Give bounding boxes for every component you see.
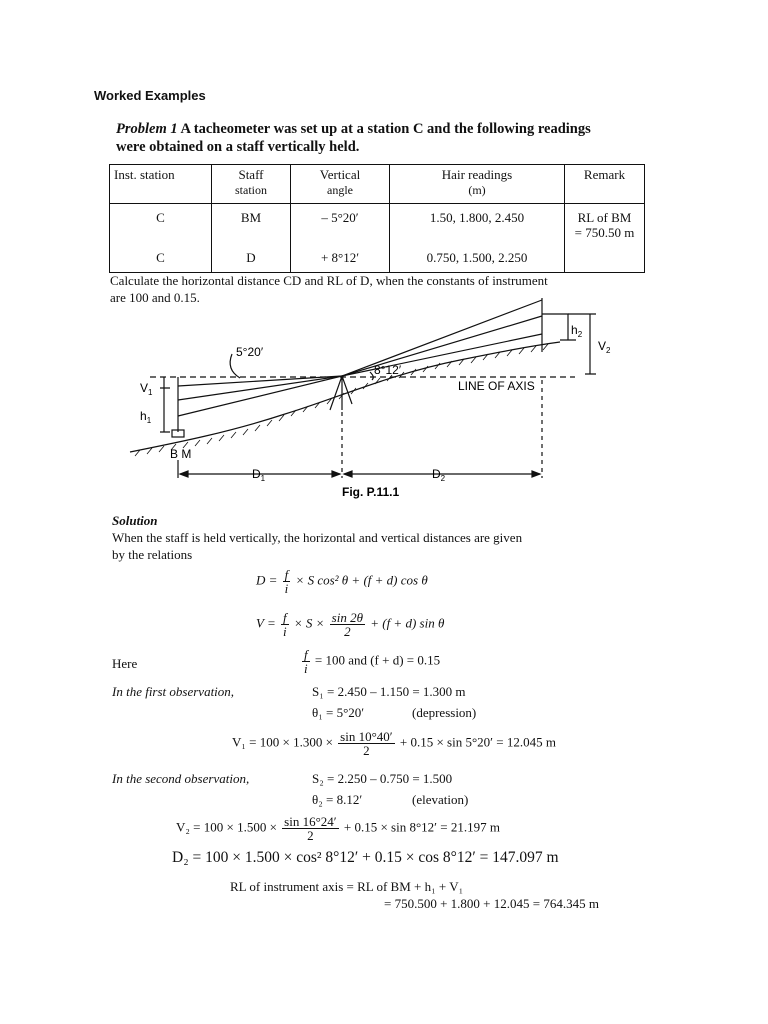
eq-d-rest: × S cos² θ + (f + d) cos θ xyxy=(295,572,428,588)
solution-line1: When the staff is held vertically, the horizontal and vertical distances are given xyxy=(112,530,523,545)
table-header-inst-station: Inst. station xyxy=(110,165,212,204)
table-cell: 0.750, 1.500, 2.250 xyxy=(390,248,565,273)
d2-label xyxy=(432,467,446,483)
frac-numerator: sin 2θ xyxy=(331,610,363,625)
rl-line2: = 750.500 + 1.800 + 12.045 = 764.345 m xyxy=(384,896,599,911)
v2-letter: V xyxy=(598,339,607,353)
s1-equation: S₁ = 2.450 – 1.150 = 1.300 m xyxy=(312,684,466,699)
table-header-staff: Staff xyxy=(238,167,264,182)
d2-letter: D xyxy=(432,467,441,481)
ray-d-mid xyxy=(342,316,542,376)
eq-v-rest: + (f + d) sin θ xyxy=(370,615,445,631)
v2-equation xyxy=(176,815,500,842)
d1-label xyxy=(252,467,266,483)
problem-statement-line1 xyxy=(116,121,591,138)
ray-d-low xyxy=(342,334,542,376)
problem-label: Problem 1 xyxy=(116,121,178,137)
axis-label: LINE OF AXIS xyxy=(458,379,535,393)
tripod xyxy=(330,376,352,410)
angle-label-1: 5°20′ xyxy=(236,345,264,359)
h1-dimension xyxy=(160,388,170,432)
remark-line1: RL of BM xyxy=(577,210,632,225)
table-row xyxy=(110,248,645,273)
d2-subscript: 2 xyxy=(440,474,446,483)
eq-v-mid: × S × xyxy=(293,615,325,631)
question-line1: Calculate the horizontal distance CD and RL of D, when the constants of instrument xyxy=(110,273,548,288)
h1-label xyxy=(140,409,152,425)
rl-line1: RL of instrument axis = RL of BM + h₁ + V₁ xyxy=(230,879,464,894)
v1-label xyxy=(140,381,153,397)
v2-lhs: V₂ = 100 × 1.500 × xyxy=(176,819,277,835)
d2-equation: D₂ = 100 × 1.500 × cos² 8°12′ + 0.15 × cos 8°12′ = 147.097 m xyxy=(172,849,559,866)
table-header-angle: angle xyxy=(327,183,353,197)
h1-letter: h xyxy=(140,409,147,423)
h2-letter: h xyxy=(571,323,578,337)
theta1-equation: θ₁ = 5°20′ xyxy=(312,705,365,720)
v1-lhs: V₁ = 100 × 1.300 × xyxy=(232,734,333,750)
solution-heading: Solution xyxy=(112,513,158,528)
second-observation-label: In the second observation, xyxy=(112,771,250,786)
table-header-remark: Remark xyxy=(565,165,645,204)
frac-denominator: 2 xyxy=(363,743,370,758)
s2-equation: S₂ = 2.250 – 0.750 = 1.500 xyxy=(312,771,453,786)
table-header-staff-station xyxy=(212,165,291,204)
v1-dimension xyxy=(160,377,170,388)
d1-subscript: 1 xyxy=(260,474,266,483)
fraction-f-over-i xyxy=(302,648,310,675)
equation-v xyxy=(256,611,444,638)
ray-d-top xyxy=(342,300,542,376)
h2-subscript: 2 xyxy=(577,330,583,339)
table-header-hair: Hair readings xyxy=(441,167,513,182)
table-row xyxy=(110,204,645,249)
v2-subscript: 2 xyxy=(606,346,611,355)
table-header-vertical-angle xyxy=(291,165,390,204)
frac-denominator: 2 xyxy=(344,624,351,639)
v1-letter: V xyxy=(140,381,149,395)
solution-line2: by the relations xyxy=(112,547,193,562)
table-cell-remark xyxy=(565,204,645,249)
h2-label xyxy=(571,323,583,339)
fraction-sin-16-24 xyxy=(282,815,338,842)
table-cell: + 8°12′ xyxy=(291,248,390,273)
table-cell: C xyxy=(110,248,212,273)
frac-denominator: i xyxy=(282,624,287,639)
problem-text-line2: were obtained on a staff vertically held. xyxy=(116,139,360,155)
frac-numerator: sin 16°24′ xyxy=(284,814,337,829)
table-cell: C xyxy=(110,204,212,249)
eq-d-lhs: D = xyxy=(256,572,278,588)
figure-caption: Fig. P.11.1 xyxy=(342,485,400,499)
table-header-station: station xyxy=(235,183,267,197)
table-header-row xyxy=(110,165,645,204)
depression-label: (depression) xyxy=(412,705,477,720)
frac-denominator: 2 xyxy=(307,828,314,843)
frac-numerator: sin 10°40′ xyxy=(340,729,393,744)
angle-label-2: 8°12′ xyxy=(374,363,402,377)
here-values xyxy=(300,648,440,675)
remark-line2: = 750.50 m xyxy=(574,225,635,240)
page-header: Worked Examples xyxy=(94,88,206,103)
problem-text-line1: A tacheometer was set up at a station C and the following readings xyxy=(180,121,591,137)
readings-table xyxy=(109,164,645,273)
table-header-vertical: Vertical xyxy=(319,167,361,182)
frac-numerator: f xyxy=(284,567,289,582)
v2-label xyxy=(598,339,611,355)
table-cell: BM xyxy=(212,204,291,249)
angle-arc-2 xyxy=(370,372,373,380)
v1-rest: + 0.15 × sin 5°20′ = 12.045 m xyxy=(399,734,556,750)
here-rest: = 100 and (f + d) = 0.15 xyxy=(314,652,441,668)
table-cell: 1.50, 1.800, 2.450 xyxy=(390,204,565,249)
v1-equation xyxy=(232,730,556,757)
fraction-sin2theta xyxy=(330,611,365,638)
elevation-label: (elevation) xyxy=(412,792,469,807)
eq-v-lhs: V = xyxy=(256,615,276,631)
first-observation-label: In the first observation, xyxy=(112,684,235,699)
v2-rest: + 0.15 × sin 8°12′ = 21.197 m xyxy=(343,819,500,835)
bm-label: B M xyxy=(170,447,192,461)
v1-subscript: 1 xyxy=(148,388,153,397)
frac-numerator: f xyxy=(282,610,287,625)
fraction-f-over-i xyxy=(283,568,291,595)
table-header-hair-readings xyxy=(390,165,565,204)
equation-d xyxy=(256,568,428,595)
h1-subscript: 1 xyxy=(146,416,152,425)
survey-figure xyxy=(120,292,620,504)
fraction-sin-10-40 xyxy=(338,730,394,757)
frac-denominator: i xyxy=(304,661,308,676)
question-line2: are 100 and 0.15. xyxy=(110,290,200,305)
fraction-f-over-i xyxy=(281,611,289,638)
table-cell xyxy=(565,248,645,273)
here-label: Here xyxy=(112,656,138,671)
theta2-equation: θ₂ = 8.12′ xyxy=(312,792,363,807)
table-header-unit: (m) xyxy=(468,183,486,197)
frac-denominator: i xyxy=(284,581,289,596)
table-cell: – 5°20′ xyxy=(291,204,390,249)
d1-letter: D xyxy=(252,467,261,481)
frac-numerator: f xyxy=(304,647,308,662)
table-cell: D xyxy=(212,248,291,273)
